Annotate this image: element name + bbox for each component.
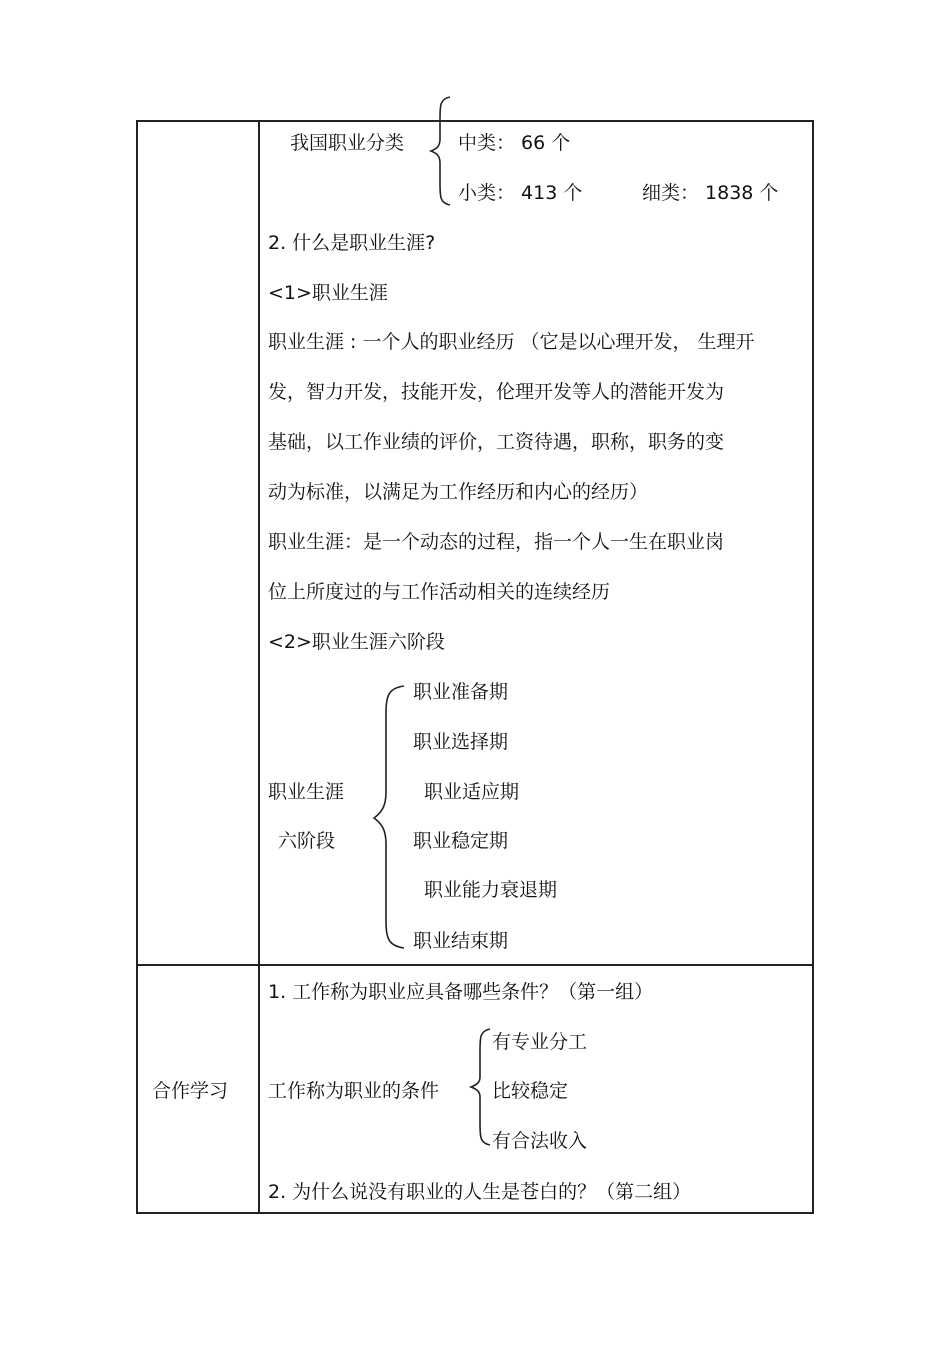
stage-item: 职业选择期	[413, 731, 509, 753]
stages-label-line1: 职业生涯	[268, 781, 345, 803]
table-column-divider	[258, 120, 260, 1213]
conditions-brace	[468, 1027, 494, 1147]
table-top-border	[136, 120, 814, 122]
stage-item: 职业准备期	[413, 681, 509, 703]
definition1-line: 职业生涯 : 一个人的职业经历 （它是以心理开发， 生理开	[268, 331, 755, 353]
question-career-conditions: 1. 工作称为职业应具备哪些条件？（第一组）	[268, 981, 654, 1003]
stage-item: 职业能力衰退期	[424, 879, 558, 901]
conditions-label: 工作称为职业的条件	[268, 1080, 440, 1102]
definition1-line: 发，智力开发，技能开发，伦理开发等人的潜能开发为	[268, 381, 725, 403]
condition-item: 有专业分工	[492, 1031, 588, 1053]
stages-label-line2: 六阶段	[278, 830, 336, 852]
definition1-line: 动为标准，以满足为工作经历和内心的经历）	[268, 481, 649, 503]
condition-item: 比较稳定	[492, 1080, 569, 1102]
stages-brace	[370, 682, 406, 952]
stage-item: 职业结束期	[413, 930, 509, 952]
table-right-border	[812, 120, 814, 1213]
table-row-divider	[136, 964, 814, 966]
table-bottom-border	[136, 1212, 814, 1214]
classification-label: 我国职业分类	[290, 132, 405, 154]
subheading-career: <1>职业生涯	[268, 282, 388, 304]
question-what-is-career: 2. 什么是职业生涯?	[268, 232, 436, 254]
stage-item: 职业适应期	[424, 781, 520, 803]
stage-item: 职业稳定期	[413, 830, 509, 852]
classification-medium: 中类： 66 个	[458, 132, 571, 154]
subheading-six-stages: <2>职业生涯六阶段	[268, 631, 445, 653]
table-left-border	[136, 120, 138, 1213]
row-label-cooperative-learning: 合作学习	[152, 1080, 229, 1102]
classification-brace	[428, 95, 456, 207]
condition-item: 有合法收入	[492, 1130, 588, 1152]
definition2-line: 职业生涯：是一个动态的过程，指一个人一生在职业岗	[268, 531, 725, 553]
definition2-line: 位上所度过的与工作活动相关的连续经历	[268, 581, 611, 603]
classification-fine: 细类： 1838 个	[642, 182, 779, 204]
classification-small: 小类： 413 个	[458, 182, 583, 204]
definition1-line: 基础，以工作业绩的评价，工资待遇，职称，职务的变	[268, 431, 725, 453]
question-life-without-career: 2. 为什么说没有职业的人生是苍白的？（第二组）	[268, 1181, 692, 1203]
